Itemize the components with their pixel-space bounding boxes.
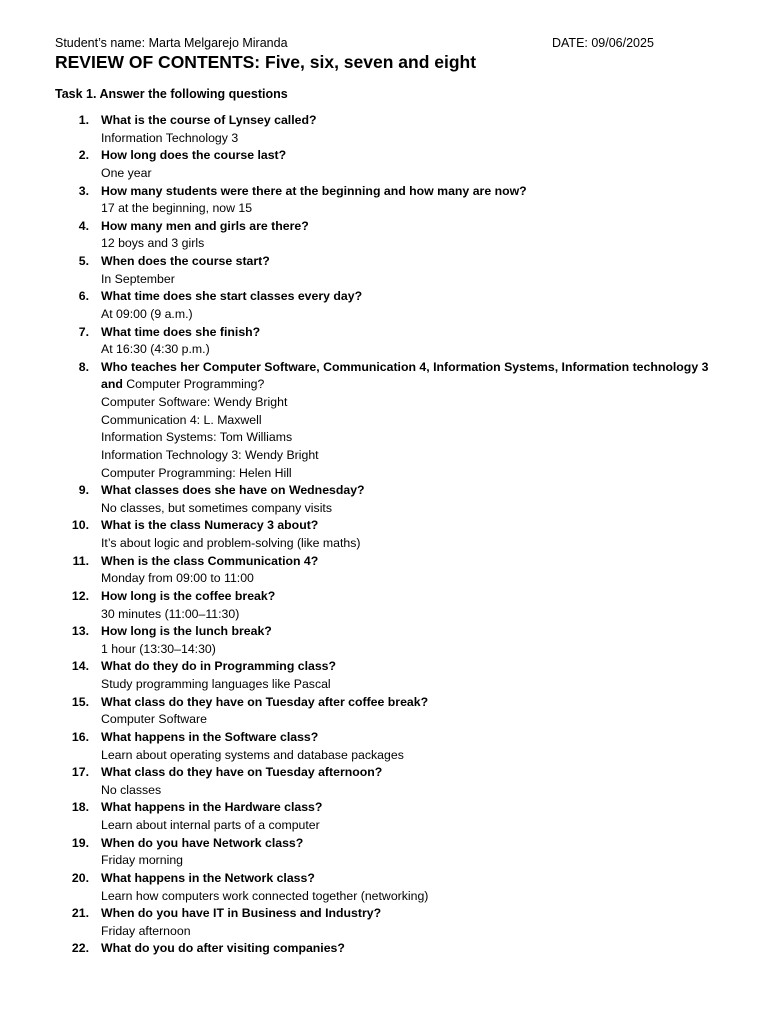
question-bold-text: What time does she finish? xyxy=(101,324,261,339)
question-text xyxy=(101,799,720,817)
question-text xyxy=(101,517,720,535)
question-number: 7. xyxy=(78,324,89,339)
answer-text: Information Technology 3: Wendy Bright xyxy=(101,447,319,462)
answer-text: No classes xyxy=(101,782,162,797)
question-item xyxy=(0,218,768,253)
question-number: 6. xyxy=(78,289,89,304)
header-row xyxy=(55,35,665,51)
question-bold-text: What do they do in Programming class? xyxy=(101,659,337,674)
question-text xyxy=(101,218,720,236)
question-text xyxy=(101,147,720,165)
answer-text: Learn about operating systems and database packages xyxy=(101,747,404,762)
answer-text: It’s about logic and problem-solving (like maths) xyxy=(101,536,361,550)
answer-text: Computer Programming: Helen Hill xyxy=(101,465,292,480)
question-number: 17. xyxy=(71,765,89,780)
question-number: 14. xyxy=(71,659,89,674)
question-bold-text: What time does she start classes every day? xyxy=(101,289,363,304)
question-text xyxy=(101,253,720,271)
question-item xyxy=(0,482,768,517)
question-bold-text: What is the course of Lynsey called? xyxy=(101,113,317,127)
question-item xyxy=(0,799,768,834)
question-item xyxy=(0,288,768,323)
question-bold-text: When do you have IT in Business and Industry? xyxy=(101,906,382,921)
question-item xyxy=(0,835,768,870)
question-bold-text: What happens in the Software class? xyxy=(101,729,319,744)
question-item xyxy=(0,112,768,147)
question-bold-text: How long is the coffee break? xyxy=(101,588,276,603)
question-item xyxy=(0,588,768,623)
question-bold-text: What class do they have on Tuesday afternoon? xyxy=(101,765,383,780)
question-text xyxy=(101,553,720,571)
question-text xyxy=(101,112,720,130)
question-text xyxy=(101,588,720,606)
answer-text: Information Systems: Tom Williams xyxy=(101,430,293,445)
question-bold-text: How long is the lunch break? xyxy=(101,624,272,639)
answer-text: Information Technology 3 xyxy=(101,130,239,145)
question-item xyxy=(0,147,768,182)
question-item xyxy=(0,253,768,288)
question-bold-text: What do you do after visiting companies? xyxy=(101,941,345,956)
answer-text: 17 at the beginning, now 15 xyxy=(101,201,253,216)
answer-text: Friday afternoon xyxy=(101,923,191,938)
answer-text: One year xyxy=(101,165,152,180)
answer-text: Monday from 09:00 to 11:00 xyxy=(101,571,254,586)
question-bold-text: How many students were there at the beginning and how many are now? xyxy=(101,183,527,198)
question-text xyxy=(101,905,720,923)
question-number: 9. xyxy=(78,483,89,498)
answer-text: Computer Software: Wendy Bright xyxy=(101,395,288,409)
question-bold-text: How long does the course last? xyxy=(101,148,287,163)
question-number: 15. xyxy=(71,694,89,709)
question-number: 19. xyxy=(71,835,89,850)
question-text xyxy=(101,359,720,394)
question-item xyxy=(0,183,768,218)
question-number: 1. xyxy=(78,113,89,127)
question-bold-text: What class do they have on Tuesday after coffee break? xyxy=(101,694,429,709)
question-text xyxy=(101,835,720,853)
question-text xyxy=(101,729,720,747)
question-item xyxy=(0,905,768,940)
question-number: 11. xyxy=(72,553,89,568)
question-number: 4. xyxy=(78,218,89,233)
question-item xyxy=(0,870,768,905)
document-date: DATE: 09/06/2025 xyxy=(552,36,654,50)
question-number: 22. xyxy=(71,941,89,956)
question-tail-text: Computer Programming? xyxy=(122,377,265,392)
question-number: 5. xyxy=(78,254,89,268)
student-name: Student’s name: Marta Melgarejo Miranda xyxy=(55,36,288,50)
question-number: 3. xyxy=(78,183,89,198)
question-item xyxy=(0,359,768,482)
question-number: 18. xyxy=(71,800,89,815)
question-text xyxy=(101,694,720,712)
question-bold-text: What is the class Numeracy 3 about? xyxy=(101,518,319,533)
question-number: 2. xyxy=(78,148,89,163)
question-item xyxy=(0,694,768,729)
answer-text: Communication 4: L. Maxwell xyxy=(101,412,262,427)
question-bold-text: What classes does she have on Wednesday? xyxy=(101,483,365,498)
question-number: 8. xyxy=(78,359,89,374)
answer-text: Learn how computers work connected together (networking) xyxy=(101,888,429,903)
answer-text: At 09:00 (9 a.m.) xyxy=(101,306,193,321)
question-number: 20. xyxy=(71,870,89,885)
answer-text: At 16:30 (4:30 p.m.) xyxy=(101,342,210,357)
question-text xyxy=(101,183,720,201)
question-item xyxy=(0,729,768,764)
answer-text: 30 minutes (11:00–11:30) xyxy=(101,606,240,621)
answer-text: Computer Software xyxy=(101,712,207,727)
question-item xyxy=(0,764,768,799)
question-text xyxy=(101,288,720,306)
answer-text: 1 hour (13:30–14:30) xyxy=(101,641,216,656)
answer-text: In September xyxy=(101,271,175,286)
question-text xyxy=(101,324,720,342)
question-bold-text: Who teaches her Computer Software, Communication 4, Information Systems, Information technology 3 and xyxy=(101,359,709,392)
question-text xyxy=(101,658,720,676)
question-number: 21. xyxy=(71,906,89,921)
answer-text: 12 boys and 3 girls xyxy=(101,236,205,251)
question-text xyxy=(101,623,720,641)
question-bold-text: When do you have Network class? xyxy=(101,835,304,850)
question-bold-text: When is the class Communication 4? xyxy=(101,553,319,568)
question-bold-text: When does the course start? xyxy=(101,254,270,268)
answer-text: No classes, but sometimes company visits xyxy=(101,500,332,515)
question-text xyxy=(101,940,720,958)
answer-text: Learn about internal parts of a computer xyxy=(101,818,320,832)
question-item xyxy=(0,623,768,658)
question-text xyxy=(101,764,720,782)
question-bold-text: What happens in the Network class? xyxy=(101,870,315,885)
question-number: 12. xyxy=(71,588,89,603)
question-item xyxy=(0,553,768,588)
task-heading: Task 1. Answer the following questions xyxy=(55,87,288,101)
question-item xyxy=(0,517,768,552)
answer-text: Study programming languages like Pascal xyxy=(101,677,331,691)
question-number: 16. xyxy=(71,729,89,744)
question-item xyxy=(0,940,768,958)
question-bold-text: How many men and girls are there? xyxy=(101,218,309,233)
page-title: REVIEW OF CONTENTS: Five, six, seven and eight xyxy=(55,52,477,72)
question-text xyxy=(101,482,720,500)
question-number: 13. xyxy=(71,624,89,639)
question-list xyxy=(0,112,768,958)
question-bold-text: What happens in the Hardware class? xyxy=(101,800,323,815)
question-item xyxy=(0,324,768,359)
question-item xyxy=(0,658,768,693)
answer-text: Friday morning xyxy=(101,853,184,868)
question-text xyxy=(101,870,720,888)
question-number: 10. xyxy=(71,518,89,533)
